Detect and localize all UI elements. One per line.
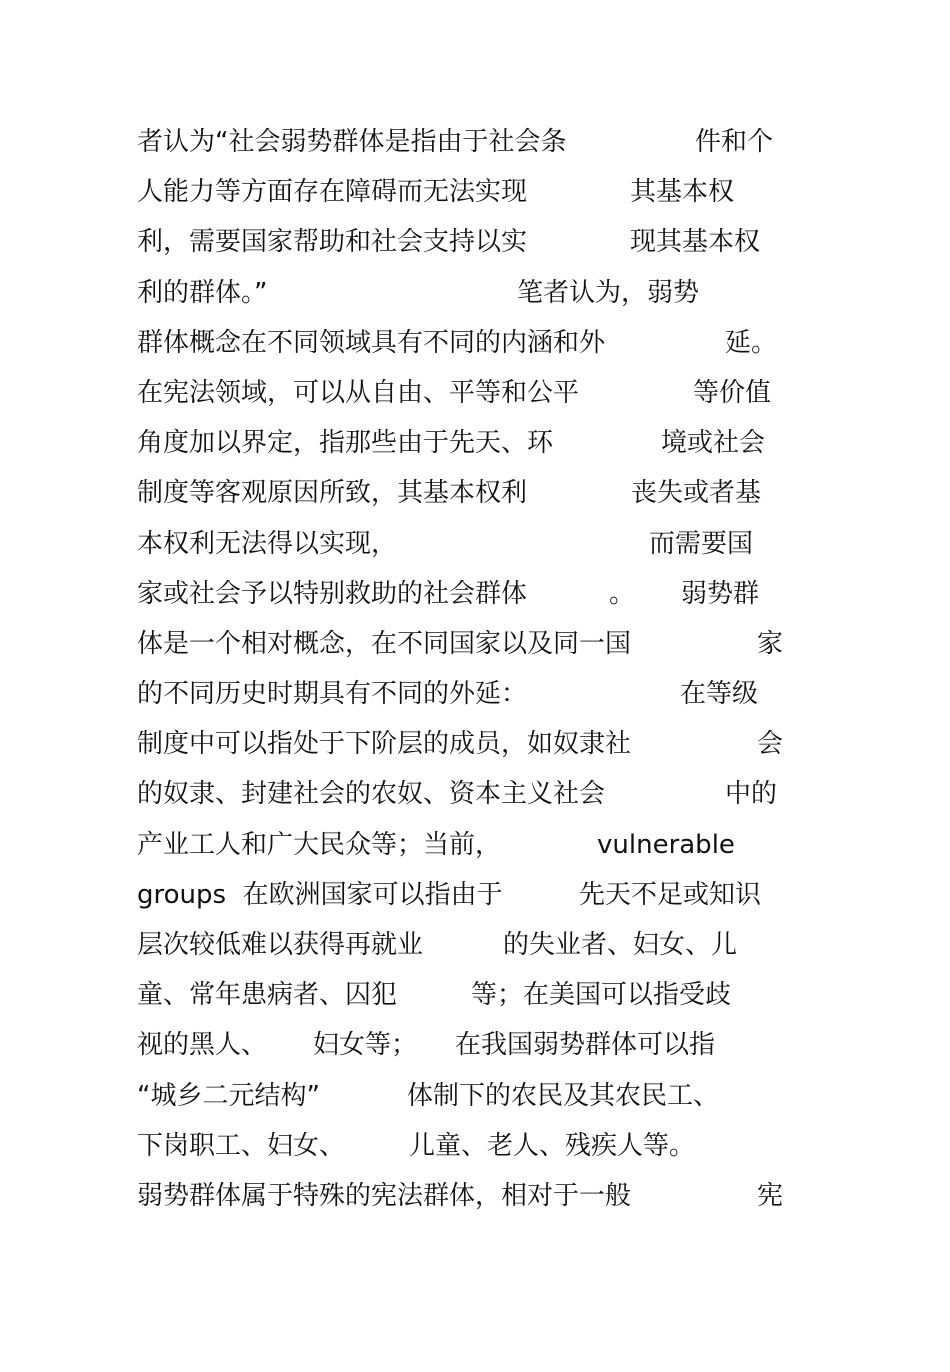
text-line	[137, 418, 797, 468]
line-segment: 的失业者、妇女、儿	[503, 930, 738, 960]
text-line	[137, 268, 797, 318]
line-segment: 现其基本权	[630, 227, 761, 258]
line-segment: 体是一个相对概念，在不同国家以及同一国	[137, 628, 632, 659]
text-line	[137, 117, 797, 167]
line-segment: 儿童、老人、残疾人等。	[409, 1130, 696, 1161]
text-line	[137, 1071, 797, 1121]
line-segment: 。	[609, 578, 636, 609]
line-segment: 家	[757, 628, 784, 659]
line-segment: 利，需要国家帮助和社会支持以实	[137, 227, 528, 258]
line-segment: groups 在欧洲国家可以指由于	[137, 879, 503, 910]
text-line	[137, 569, 797, 619]
line-segment: 角度加以界定，指那些由于先天、环	[137, 428, 554, 459]
text-line	[137, 167, 797, 217]
line-segment: 弱势群	[681, 578, 760, 609]
line-segment: 下岗职工、妇女、	[137, 1130, 346, 1161]
line-segment: 其基本权	[630, 177, 735, 208]
text-line	[137, 920, 797, 970]
line-segment: 而需要国	[649, 528, 754, 559]
line-segment: 制度等客观原因所致，其基本权利	[137, 478, 528, 509]
line-segment: 先天不足或知识	[579, 879, 762, 910]
line-segment: vulnerable	[597, 829, 735, 860]
text-line	[137, 318, 797, 368]
text-line	[137, 1020, 797, 1070]
line-segment: 家或社会予以特别救助的社会群体	[137, 578, 528, 609]
text-line	[137, 468, 797, 518]
line-segment: 制度中可以指处于下阶层的成员，如奴隶社	[137, 729, 632, 760]
line-segment: 视的黑人、	[137, 1030, 268, 1061]
line-segment: 童、常年患病者、囚犯	[137, 980, 398, 1011]
line-segment: 的不同历史时期具有不同的外延：	[137, 679, 528, 710]
line-segment: 宪	[757, 1180, 784, 1211]
line-segment: 延。	[725, 327, 778, 358]
line-segment: 在等级	[680, 679, 759, 710]
line-segment: 本权利无法得以实现，	[137, 528, 398, 559]
text-line	[137, 870, 797, 920]
text-line	[137, 970, 797, 1020]
line-segment: 体制下的农民及其农民工、	[407, 1080, 720, 1111]
line-segment: 层次较低难以获得再就业	[137, 930, 424, 960]
text-line	[137, 217, 797, 267]
line-segment: 等价值	[693, 377, 772, 408]
line-segment: 等；在美国可以指受歧	[471, 980, 732, 1011]
text-line	[137, 519, 797, 569]
line-segment: 中的	[725, 779, 778, 810]
text-line	[137, 820, 797, 870]
line-segment: 境或社会	[661, 428, 766, 459]
line-segment: 会	[757, 729, 784, 760]
line-segment: 群体概念在不同领域具有不同的内涵和外	[137, 327, 606, 358]
text-line	[137, 368, 797, 418]
line-segment: “城乡二元结构”	[137, 1080, 320, 1111]
line-segment: 弱势群体属于特殊的宪法群体，相对于一般	[137, 1180, 632, 1211]
line-segment: 产业工人和广大民众等；当前，	[137, 829, 502, 860]
line-segment: 件和个	[695, 127, 774, 157]
text-line	[137, 769, 797, 819]
text-line	[137, 619, 797, 669]
line-segment: 妇女等；	[313, 1030, 418, 1061]
line-segment: 笔者认为，弱势	[517, 277, 700, 308]
text-line	[137, 1171, 797, 1221]
line-segment: 的奴隶、封建社会的农奴、资本主义社会	[137, 779, 606, 810]
text-line	[137, 1121, 797, 1171]
line-segment: 在宪法领域，可以从自由、平等和公平	[137, 377, 580, 408]
line-segment: 在我国弱势群体可以指	[455, 1030, 716, 1061]
line-segment: 利的群体。”	[137, 277, 268, 308]
text-line	[137, 669, 797, 719]
line-segment: 丧失或者基	[631, 478, 762, 509]
line-segment: 者认为“社会弱势群体是指由于社会条	[137, 127, 567, 157]
text-line	[137, 719, 797, 769]
line-segment: 人能力等方面存在障碍而无法实现	[137, 177, 528, 208]
body-text	[137, 117, 797, 1221]
